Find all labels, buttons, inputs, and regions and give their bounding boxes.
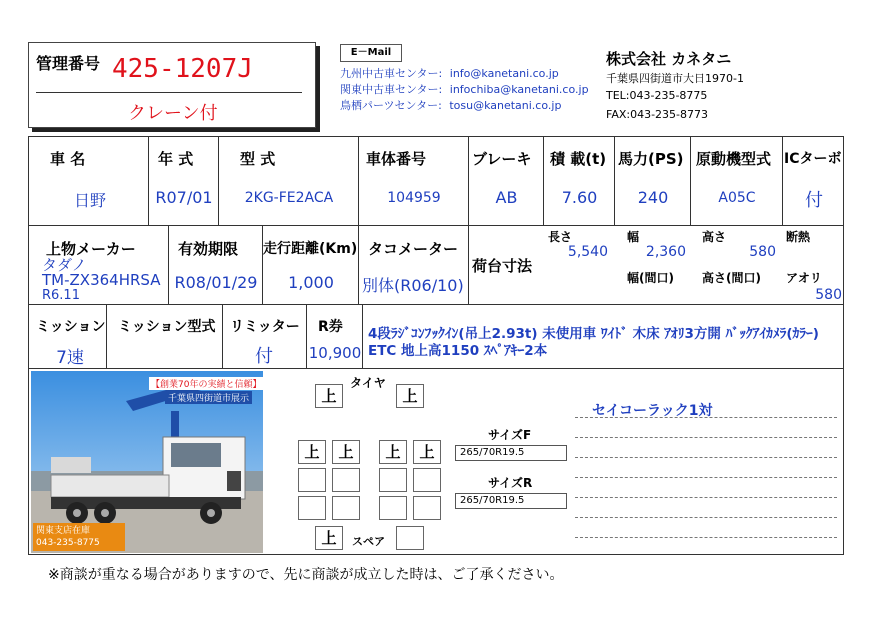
label-expiry: 有効期限 <box>178 240 239 258</box>
tire-slot-empty <box>298 468 326 492</box>
photo-badge: 【創業70年の実績と信頼】 <box>149 377 263 390</box>
label-body-maker: 上物メーカー <box>46 240 136 258</box>
label-car-name: 車 名 <box>50 150 86 168</box>
col-divider <box>543 136 544 225</box>
center-row <box>340 82 589 98</box>
col-divider <box>690 136 691 225</box>
label-brake: ブレーキ <box>472 150 532 168</box>
value-ic-turbo: 付 <box>805 190 823 211</box>
tire-slot-empty <box>413 496 441 520</box>
company-name: 株式会社 カネタニ <box>606 50 732 68</box>
label-load: 積 載(t) <box>550 150 607 168</box>
value-year: R07/01 <box>155 188 213 207</box>
label-limiter: リミッター <box>230 319 300 335</box>
email-tag: E－Mail <box>340 44 402 62</box>
photo-contact-line1: 関東支店在庫 <box>36 526 91 536</box>
tire-rear-left-inner: 上 <box>332 440 360 464</box>
col-divider <box>614 136 615 225</box>
col-divider <box>218 136 219 225</box>
center-name: 鳥栖パーツセンター: <box>340 99 442 112</box>
value-body-model: TM-ZX364HRSA <box>42 271 161 289</box>
label-width: 幅 <box>627 230 640 244</box>
row-divider <box>28 304 844 305</box>
label-engine: 原動機型式 <box>696 150 772 168</box>
label-model: 型 式 <box>240 150 276 168</box>
value-width: 2,360 <box>645 244 686 260</box>
value-load: 7.60 <box>561 188 598 207</box>
note-line <box>575 457 837 458</box>
tire-slot-empty <box>379 496 407 520</box>
size-f-value: 265/70R19.5 <box>455 445 567 461</box>
row-divider <box>28 368 844 369</box>
label-chassis: 車体番号 <box>366 150 427 168</box>
tire-slot-empty <box>332 496 360 520</box>
note-line <box>575 517 837 518</box>
tire-slot-empty <box>396 526 424 550</box>
col-divider <box>468 225 469 304</box>
note-line <box>575 497 837 498</box>
vehicle-subtitle: クレーン付 <box>128 103 218 124</box>
label-hp: 馬力(PS) <box>618 150 684 168</box>
tire-rear-right-inner: 上 <box>379 440 407 464</box>
label-mileage: 走行距離(Km) <box>263 241 358 257</box>
tire-front-left: 上 <box>315 384 343 408</box>
label-mission: ミッション <box>36 319 106 335</box>
label-mission-type: ミッション型式 <box>118 319 216 335</box>
col-divider <box>358 225 359 304</box>
photo-contact <box>33 523 125 551</box>
label-width-opening: 幅(間口) <box>627 271 674 285</box>
col-divider <box>262 225 263 304</box>
col-divider <box>148 136 149 225</box>
value-hp: 240 <box>637 188 669 207</box>
value-aori: 580 <box>815 287 842 303</box>
center-name: 関東中古車センター: <box>340 83 443 96</box>
kanri-label: 管理番号 <box>36 54 101 73</box>
col-divider <box>222 304 223 368</box>
tire-spare: 上 <box>315 526 343 550</box>
label-aori: アオリ <box>786 271 822 285</box>
value-height: 580 <box>749 244 776 260</box>
tire-slot-empty <box>332 468 360 492</box>
center-email[interactable]: info@kanetani.co.jp <box>449 67 559 80</box>
tire-slot-empty <box>413 468 441 492</box>
value-model: 2KG-FE2ACA <box>244 190 334 206</box>
col-divider <box>362 304 363 368</box>
value-body-maker: タダノ <box>42 256 87 274</box>
center-name: 九州中古車センター: <box>340 67 443 80</box>
center-email[interactable]: infochiba@kanetani.co.jp <box>449 83 589 96</box>
value-length: 5,540 <box>567 244 608 260</box>
company-tel: TEL:043-235-8775 <box>606 89 708 102</box>
center-email[interactable]: tosu@kanetani.co.jp <box>449 99 562 112</box>
value-expiry: R08/01/29 <box>174 273 258 292</box>
equipment-note: 4段ﾗｼﾞｺﾝﾌｯｸｲﾝ(吊上2.93t) 未使用車 ﾜｲﾄﾞ 木床 ｱｵﾘ3方開 ﾊﾞｯｸｱｲｶﾒﾗ(ｶﾗｰ) ETC 地上高1150 ｽﾍﾟｱｷｰ2本 <box>368 326 819 359</box>
size-f-label: サイズF <box>488 428 532 442</box>
spare-label: スペア <box>352 535 385 548</box>
col-divider <box>358 136 359 225</box>
tire-rear-left-outer: 上 <box>298 440 326 464</box>
tire-front-right: 上 <box>396 384 424 408</box>
note-line <box>575 537 837 538</box>
photo-location: 千葉県四街道市展示 <box>165 391 252 404</box>
value-body-version: R6.11 <box>42 288 80 303</box>
value-engine: A05C <box>718 190 756 206</box>
col-divider <box>168 225 169 304</box>
col-divider <box>106 304 107 368</box>
tire-slot-empty <box>298 496 326 520</box>
col-divider <box>468 136 469 225</box>
center-row <box>340 98 589 114</box>
col-divider <box>306 304 307 368</box>
company-fax: FAX:043-235-8773 <box>606 108 709 121</box>
label-tachometer: タコメーター <box>368 240 459 258</box>
value-mission: 7速 <box>56 348 84 368</box>
tire-slot-empty <box>379 468 407 492</box>
label-insulation: 断熱 <box>786 230 811 244</box>
value-tachometer: 別体(R06/10) <box>362 276 464 295</box>
company-address: 千葉県四街道市大日1970-1 <box>606 72 744 85</box>
label-bed-size: 荷台寸法 <box>472 257 533 275</box>
value-mileage: 1,000 <box>288 273 334 292</box>
footer-note: ※商談が重なる場合がありますので、先に商談が成立した時は、ご了承ください。 <box>48 567 564 583</box>
value-brake: AB <box>495 188 518 207</box>
value-chassis: 104959 <box>387 190 441 206</box>
kanri-number: 425-1207J <box>112 54 253 84</box>
value-limiter: 付 <box>255 346 273 367</box>
size-r-label: サイズR <box>488 476 533 490</box>
note-line <box>575 417 837 418</box>
note-line <box>575 477 837 478</box>
center-list <box>340 66 589 114</box>
label-height: 高さ <box>702 230 727 244</box>
label-height-opening: 高さ(間口) <box>702 271 761 285</box>
note-line <box>575 437 837 438</box>
label-r-ken: R券 <box>318 319 343 335</box>
center-row <box>340 66 589 82</box>
col-divider <box>782 136 783 225</box>
size-r-value: 265/70R19.5 <box>455 493 567 509</box>
row-divider <box>28 225 844 226</box>
label-ic-turbo: ICターボ <box>784 151 842 167</box>
extra-line1: セイコーラック1対 <box>592 403 713 419</box>
kanri-divider <box>36 92 302 93</box>
label-length: 長さ <box>548 230 573 244</box>
value-car-name: 日野 <box>73 191 106 210</box>
tire-title: タイヤ <box>350 376 386 390</box>
tire-rear-right-outer: 上 <box>413 440 441 464</box>
label-year: 年 式 <box>158 150 194 168</box>
value-r-ken: 10,900 <box>308 344 362 362</box>
vehicle-photo <box>31 371 263 553</box>
photo-contact-line2: 043-235-8775 <box>36 538 100 548</box>
